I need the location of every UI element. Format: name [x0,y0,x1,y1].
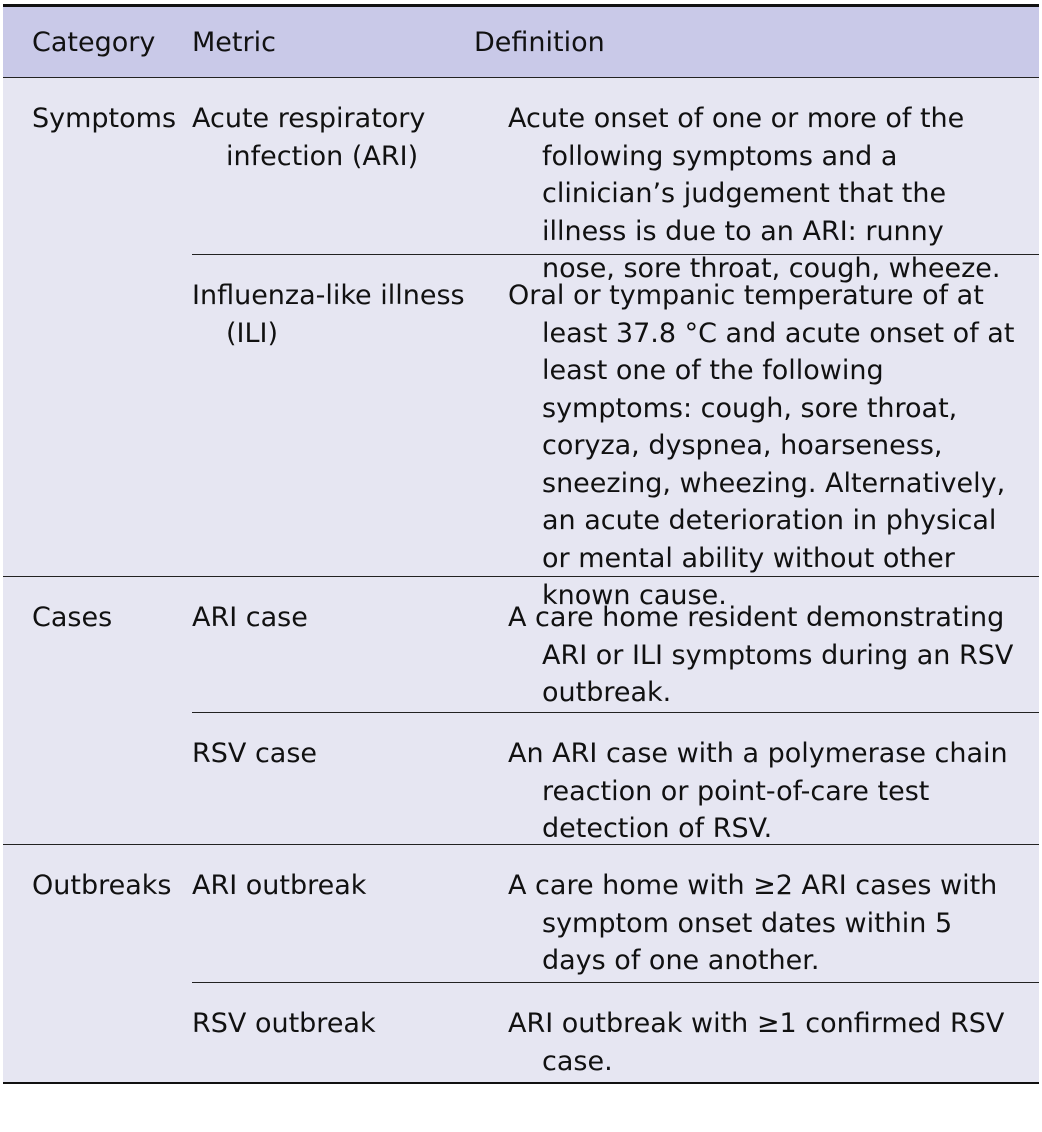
definition-cell: ARI outbreak with ≥1 confirmed RSV case. [508,1008,1005,1077]
header-category: Category [32,26,156,58]
group-symptoms [3,78,1039,611]
table-row [192,577,1039,712]
table-row [192,712,1039,844]
metric-cell: Acute respiratory infection (ARI) [192,103,426,172]
definition-cell: An ARI case with a polymerase chain reaction or point-of-care test detection of RSV. [508,738,1008,844]
category-cell: Cases [32,602,113,633]
definitions-table [3,4,1039,1084]
table-row [192,254,1039,611]
table-row [192,982,1039,1082]
group-cases [3,577,1039,845]
definition-cell: A care home resident demonstrating ARI or ILI symptoms during an RSV outbreak. [508,602,1014,708]
metric-cell: ARI outbreak [192,870,367,901]
metric-cell: RSV case [192,738,318,769]
definition-cell: Oral or tympanic temperature of at least 37.8 °C and acute onset of at least one of the following symptoms: cough, sore throat, coryza, dyspnea, hoarseness, sneezing, wheezing. Alternatively, an acute deterioration in physical or mental ability without other known cause. [508,280,1015,611]
category-cell: Symptoms [32,103,177,134]
table-row [192,845,1039,982]
header-metric: Metric [192,26,276,58]
metric-cell: RSV outbreak [192,1008,376,1039]
header-definition: Definition [474,26,605,58]
category-cell: Outbreaks [32,870,172,901]
definition-cell: Acute onset of one or more of the following symptoms and a clinician’s judgement that the illness is due to an ARI: runny nose, sore throat, cough, wheeze. [508,103,1001,284]
metric-cell: ARI case [192,602,308,633]
definition-cell: A care home with ≥2 ARI cases with symptom onset dates within 5 days of one another. [508,870,998,976]
table-row [192,78,1039,284]
metric-cell: Influenza-like illness (ILI) [192,280,465,349]
group-outbreaks [3,845,1039,1082]
table-header [3,7,1039,78]
